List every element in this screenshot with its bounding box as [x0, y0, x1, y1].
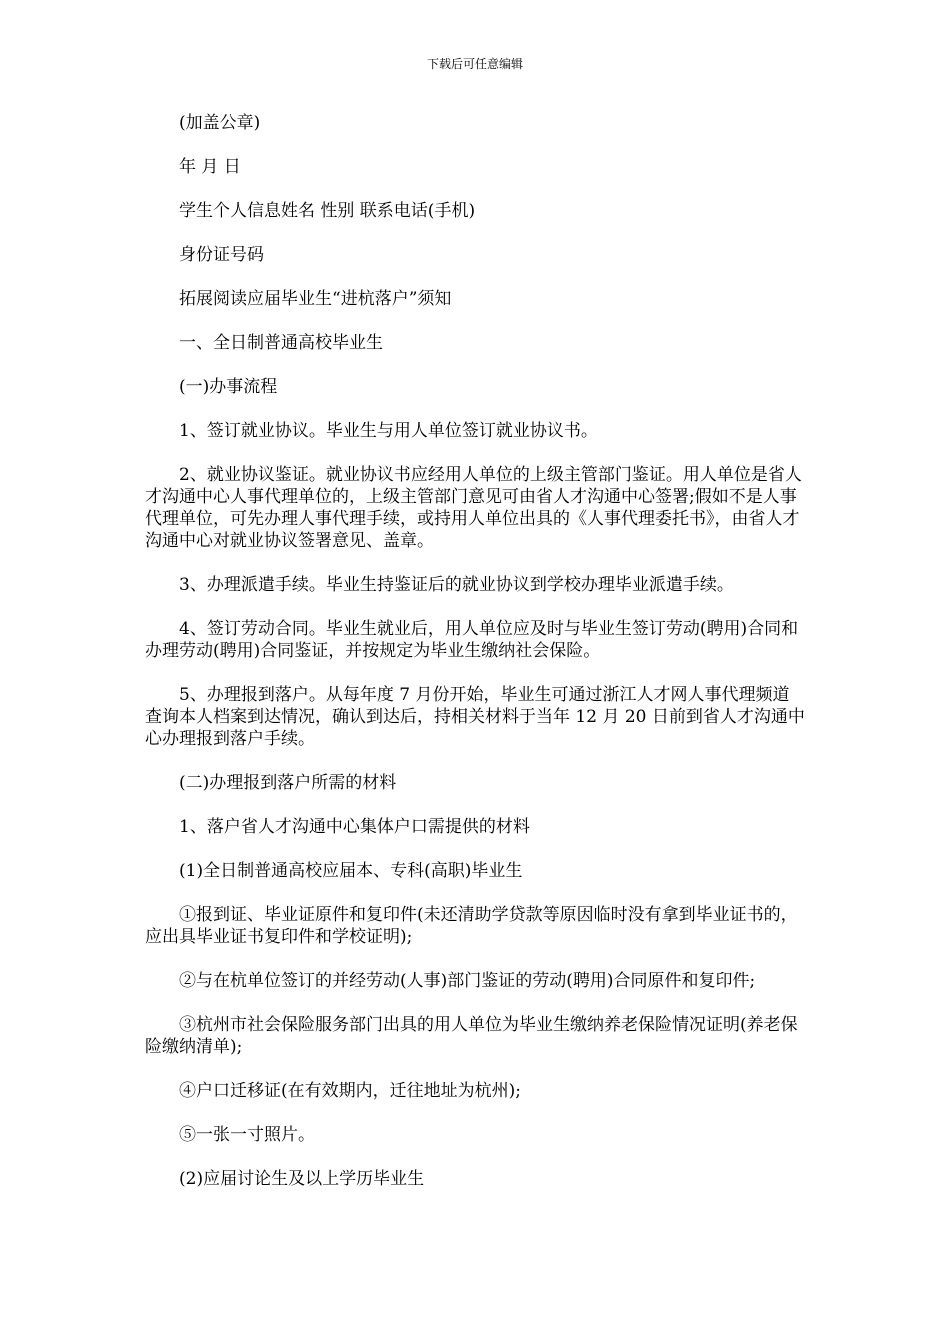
paragraph: 1、签订就业协议。毕业生与用人单位签订就业协议书。	[179, 421, 598, 441]
list-item: ①报到证、毕业证原件和复印件(未还清助学贷款等原因临时没有拿到毕业证书的，应出具毕业证书复印件和学校证明);	[145, 905, 798, 947]
page-header: 下载后可任意编辑	[426, 57, 523, 71]
paragraph: 学生个人信息姓名 性别 联系电话(手机)	[179, 201, 476, 221]
paragraph: 5、办理报到落户。从每年度 7 月份开始，毕业生可通过浙江人才网人事代理频道查询本人档案到达情况，确认到达后，持相关材料于当年 12 月 20 日前到省人才沟通中心办理报到落户手续。	[145, 685, 805, 749]
paragraph: 1、落户省人才沟通中心集体户口需提供的材料	[179, 817, 530, 837]
list-item: ③杭州市社会保险服务部门出具的用人单位为毕业生缴纳养老保险情况证明(养老保险缴纳清单);	[145, 1015, 798, 1057]
paragraph: (加盖公章)	[179, 113, 261, 133]
subsection-heading: (二)办理报到落户所需的材料	[179, 773, 397, 793]
paragraph: 年 月 日	[179, 157, 241, 177]
list-item: ⑤一张一寸照片。	[179, 1125, 315, 1145]
paragraph: 4、签订劳动合同。毕业生就业后，用人单位应及时与毕业生签订劳动(聘用)合同和办理劳动(聘用)合同鉴证，并按规定为毕业生缴纳社会保险。	[145, 619, 799, 661]
section-heading: 一、全日制普通高校毕业生	[179, 333, 383, 353]
paragraph: (1)全日制普通高校应届本、专科(高职)毕业生	[179, 861, 523, 881]
paragraph: 2、就业协议鉴证。就业协议书应经用人单位的上级主管部门鉴证。用人单位是省人才沟通中心人事代理单位的，上级主管部门意见可由省人才沟通中心签署;假如不是人事代理单位，可先办理人事代理手续，或持用人单位出具的《人事代理委托书》，由省人才沟通中心对就业协议签署意见、盖章。	[145, 465, 802, 551]
paragraph: 3、办理派遣手续。毕业生持鉴证后的就业协议到学校办理毕业派遣手续。	[179, 575, 734, 595]
paragraph: 拓展阅读应届毕业生“进杭落户”须知	[179, 289, 452, 309]
subsection-heading: (一)办事流程	[179, 377, 278, 397]
list-item: ④户口迁移证(在有效期内，迁往地址为杭州);	[179, 1081, 521, 1101]
paragraph: (2)应届讨论生及以上学历毕业生	[179, 1169, 425, 1189]
paragraph: 身份证号码	[179, 245, 264, 265]
document-body	[145, 112, 805, 1212]
list-item: ②与在杭单位签订的并经劳动(人事)部门鉴证的劳动(聘用)合同原件和复印件;	[179, 971, 756, 991]
